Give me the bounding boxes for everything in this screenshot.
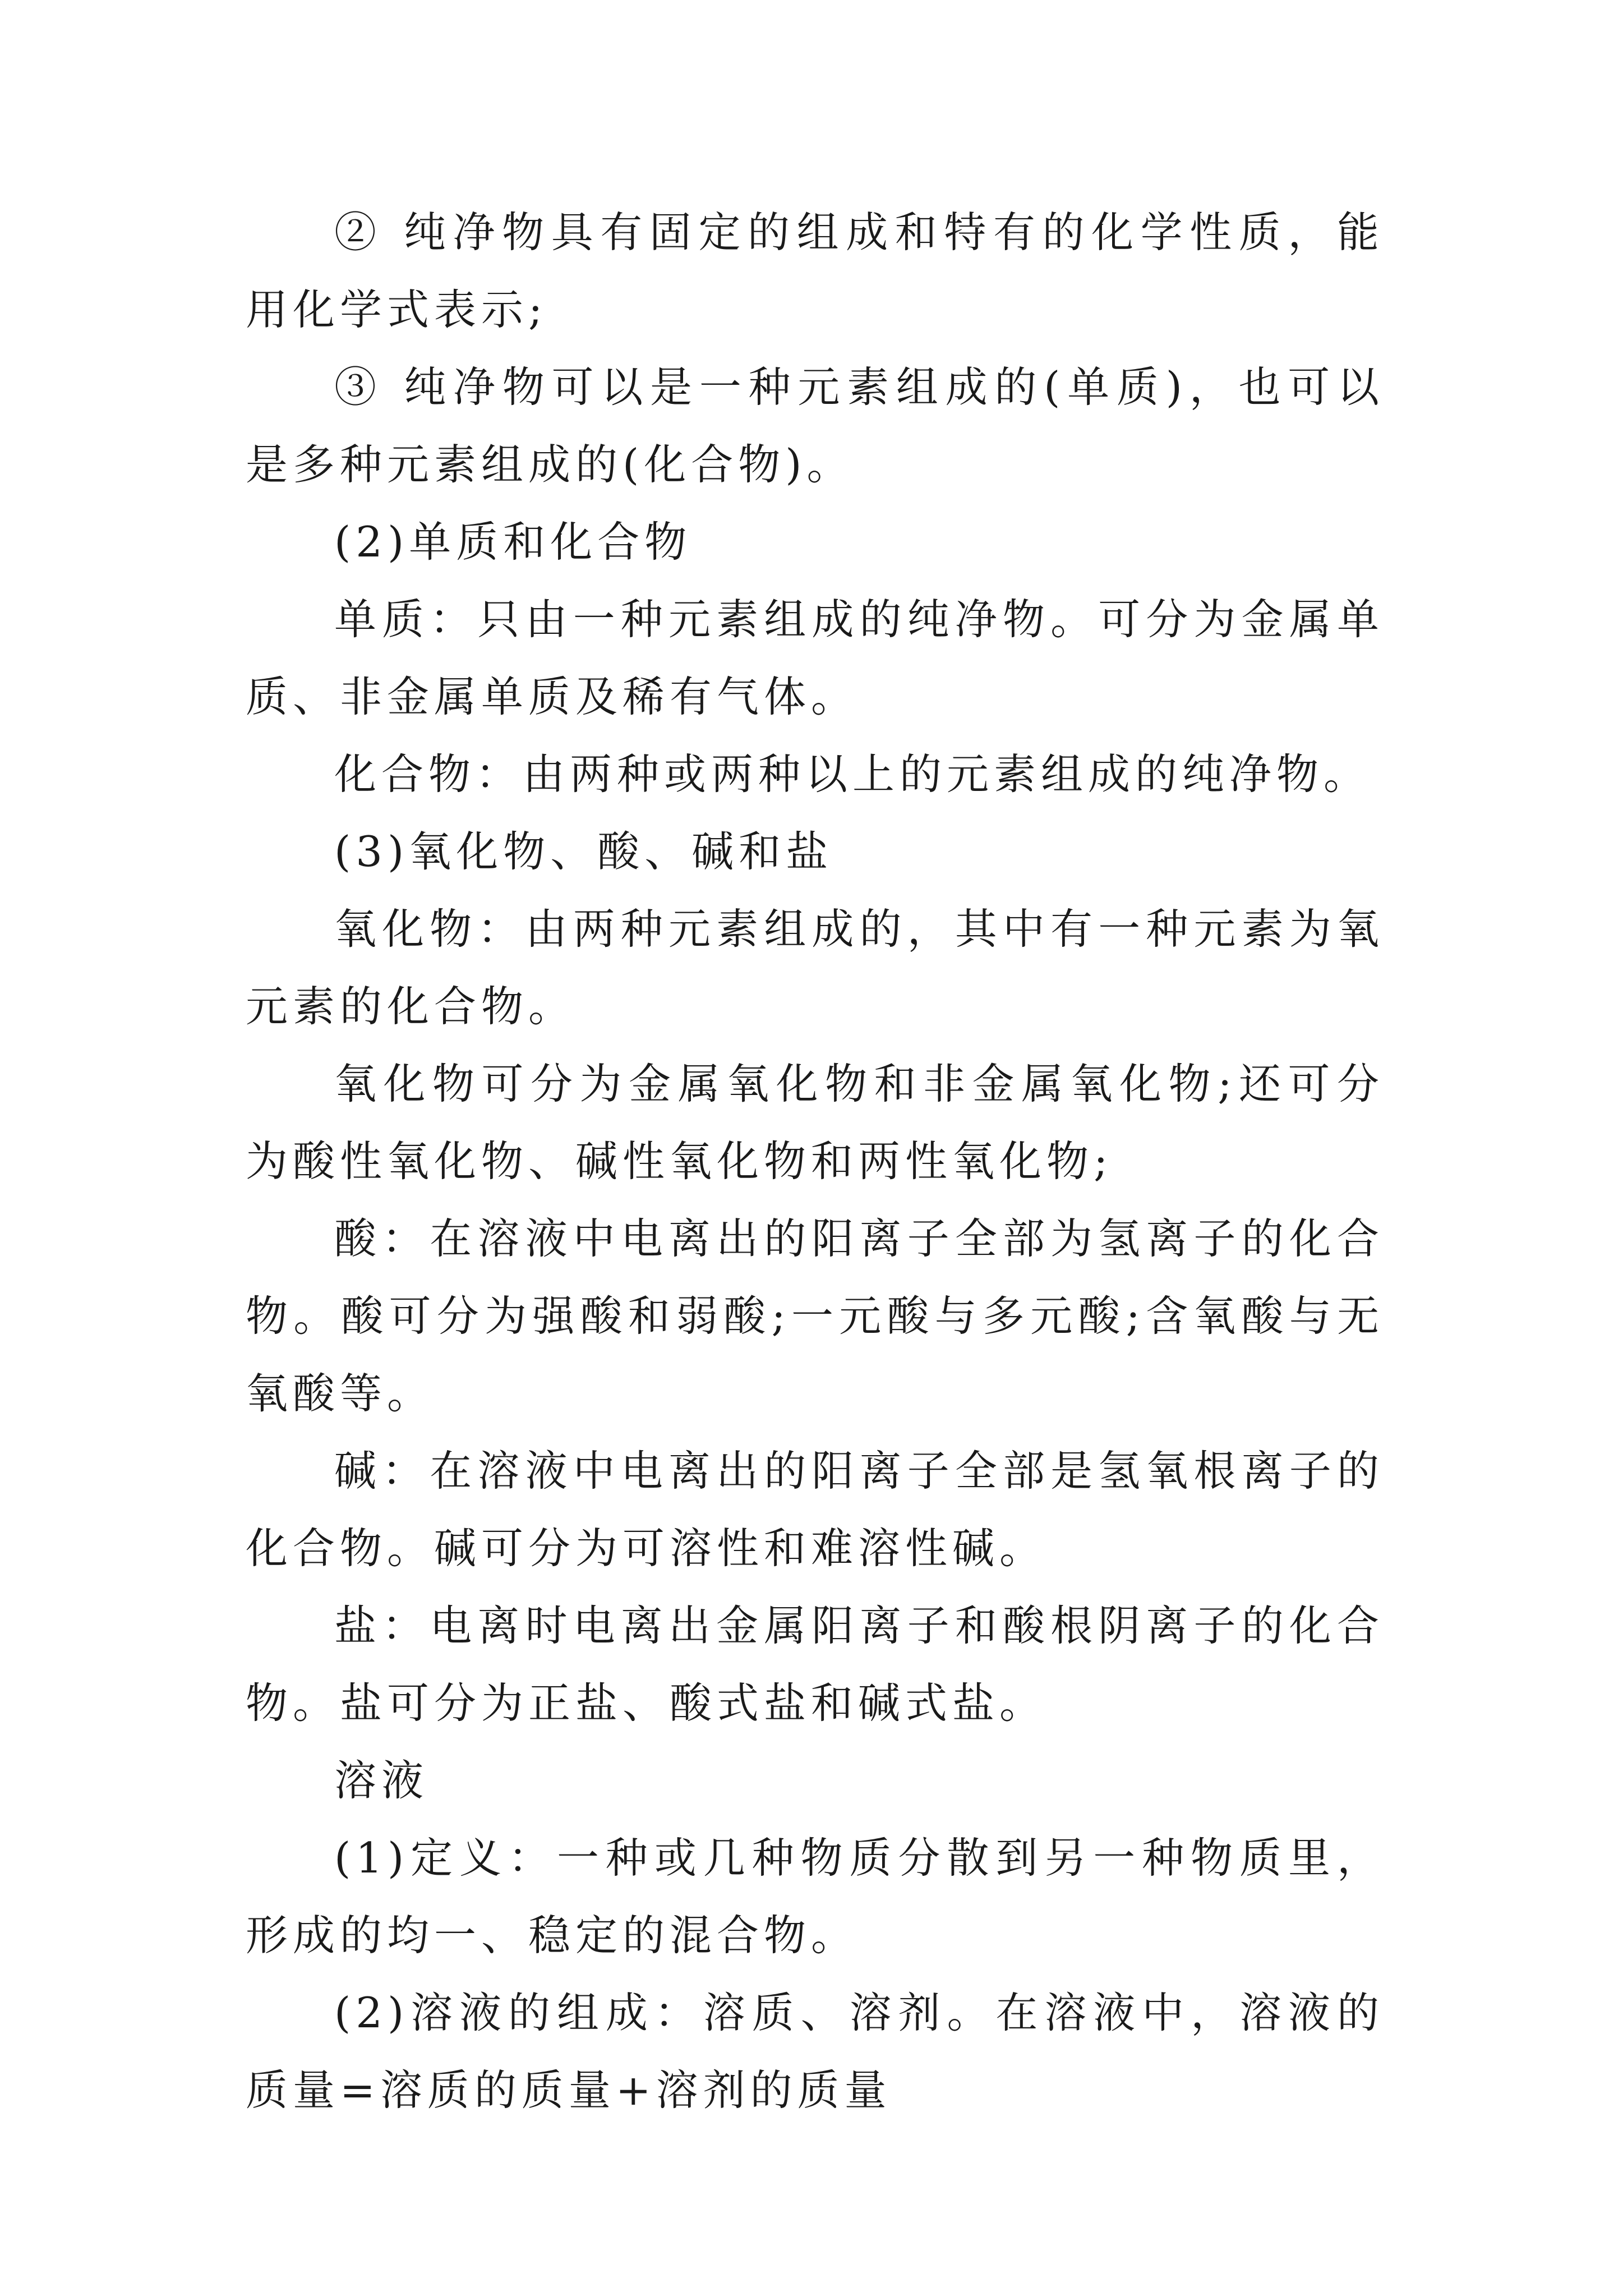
paragraph-pure-substance-elements: ③ 纯净物可以是一种元素组成的(单质)，也可以是多种元素组成的(化合物)。 (246, 362, 1384, 489)
paragraph-acid-definition: 酸：在溶液中电离出的阳离子全部为氢离子的化合物。酸可分为强酸和弱酸;一元酸与多元酸;含氧酸与无氧酸等。 (246, 1214, 1384, 1418)
paragraph-pure-substance-formula: ② 纯净物具有固定的组成和特有的化学性质，能用化学式表示; (246, 208, 1384, 334)
paragraph-solution-definition: (1)定义：一种或几种物质分散到另一种物质里，形成的均一、稳定的混合物。 (246, 1833, 1384, 1960)
section-heading-element-compound: (2)单质和化合物 (334, 517, 692, 567)
paragraph-oxide-definition: 氧化物：由两种元素组成的，其中有一种元素为氧元素的化合物。 (246, 904, 1384, 1031)
paragraph-solution-composition: (2)溶液的组成：溶质、溶剂。在溶液中，溶液的质量=溶质的质量+溶剂的质量 (246, 1988, 1384, 2115)
paragraph-compound-definition: 化合物：由两种或两种以上的元素组成的纯净物。 (334, 749, 1371, 799)
paragraph-salt-definition: 盐：电离时电离出金属阳离子和酸根阴离子的化合物。盐可分为正盐、酸式盐和碱式盐。 (246, 1601, 1384, 1728)
document-body (246, 194, 1384, 2129)
paragraph-oxide-classification: 氧化物可分为金属氧化物和非金属氧化物;还可分为酸性氧化物、碱性氧化物和两性氧化物; (246, 1059, 1384, 1186)
section-heading-solution: 溶液 (334, 1756, 429, 1805)
paragraph-base-definition: 碱：在溶液中电离出的阳离子全部是氢氧根离子的化合物。碱可分为可溶性和难溶性碱。 (246, 1446, 1384, 1573)
section-heading-oxide-acid-base-salt: (3)氧化物、酸、碱和盐 (334, 827, 833, 876)
paragraph-element-definition: 单质：只由一种元素组成的纯净物。可分为金属单质、非金属单质及稀有气体。 (246, 595, 1384, 721)
